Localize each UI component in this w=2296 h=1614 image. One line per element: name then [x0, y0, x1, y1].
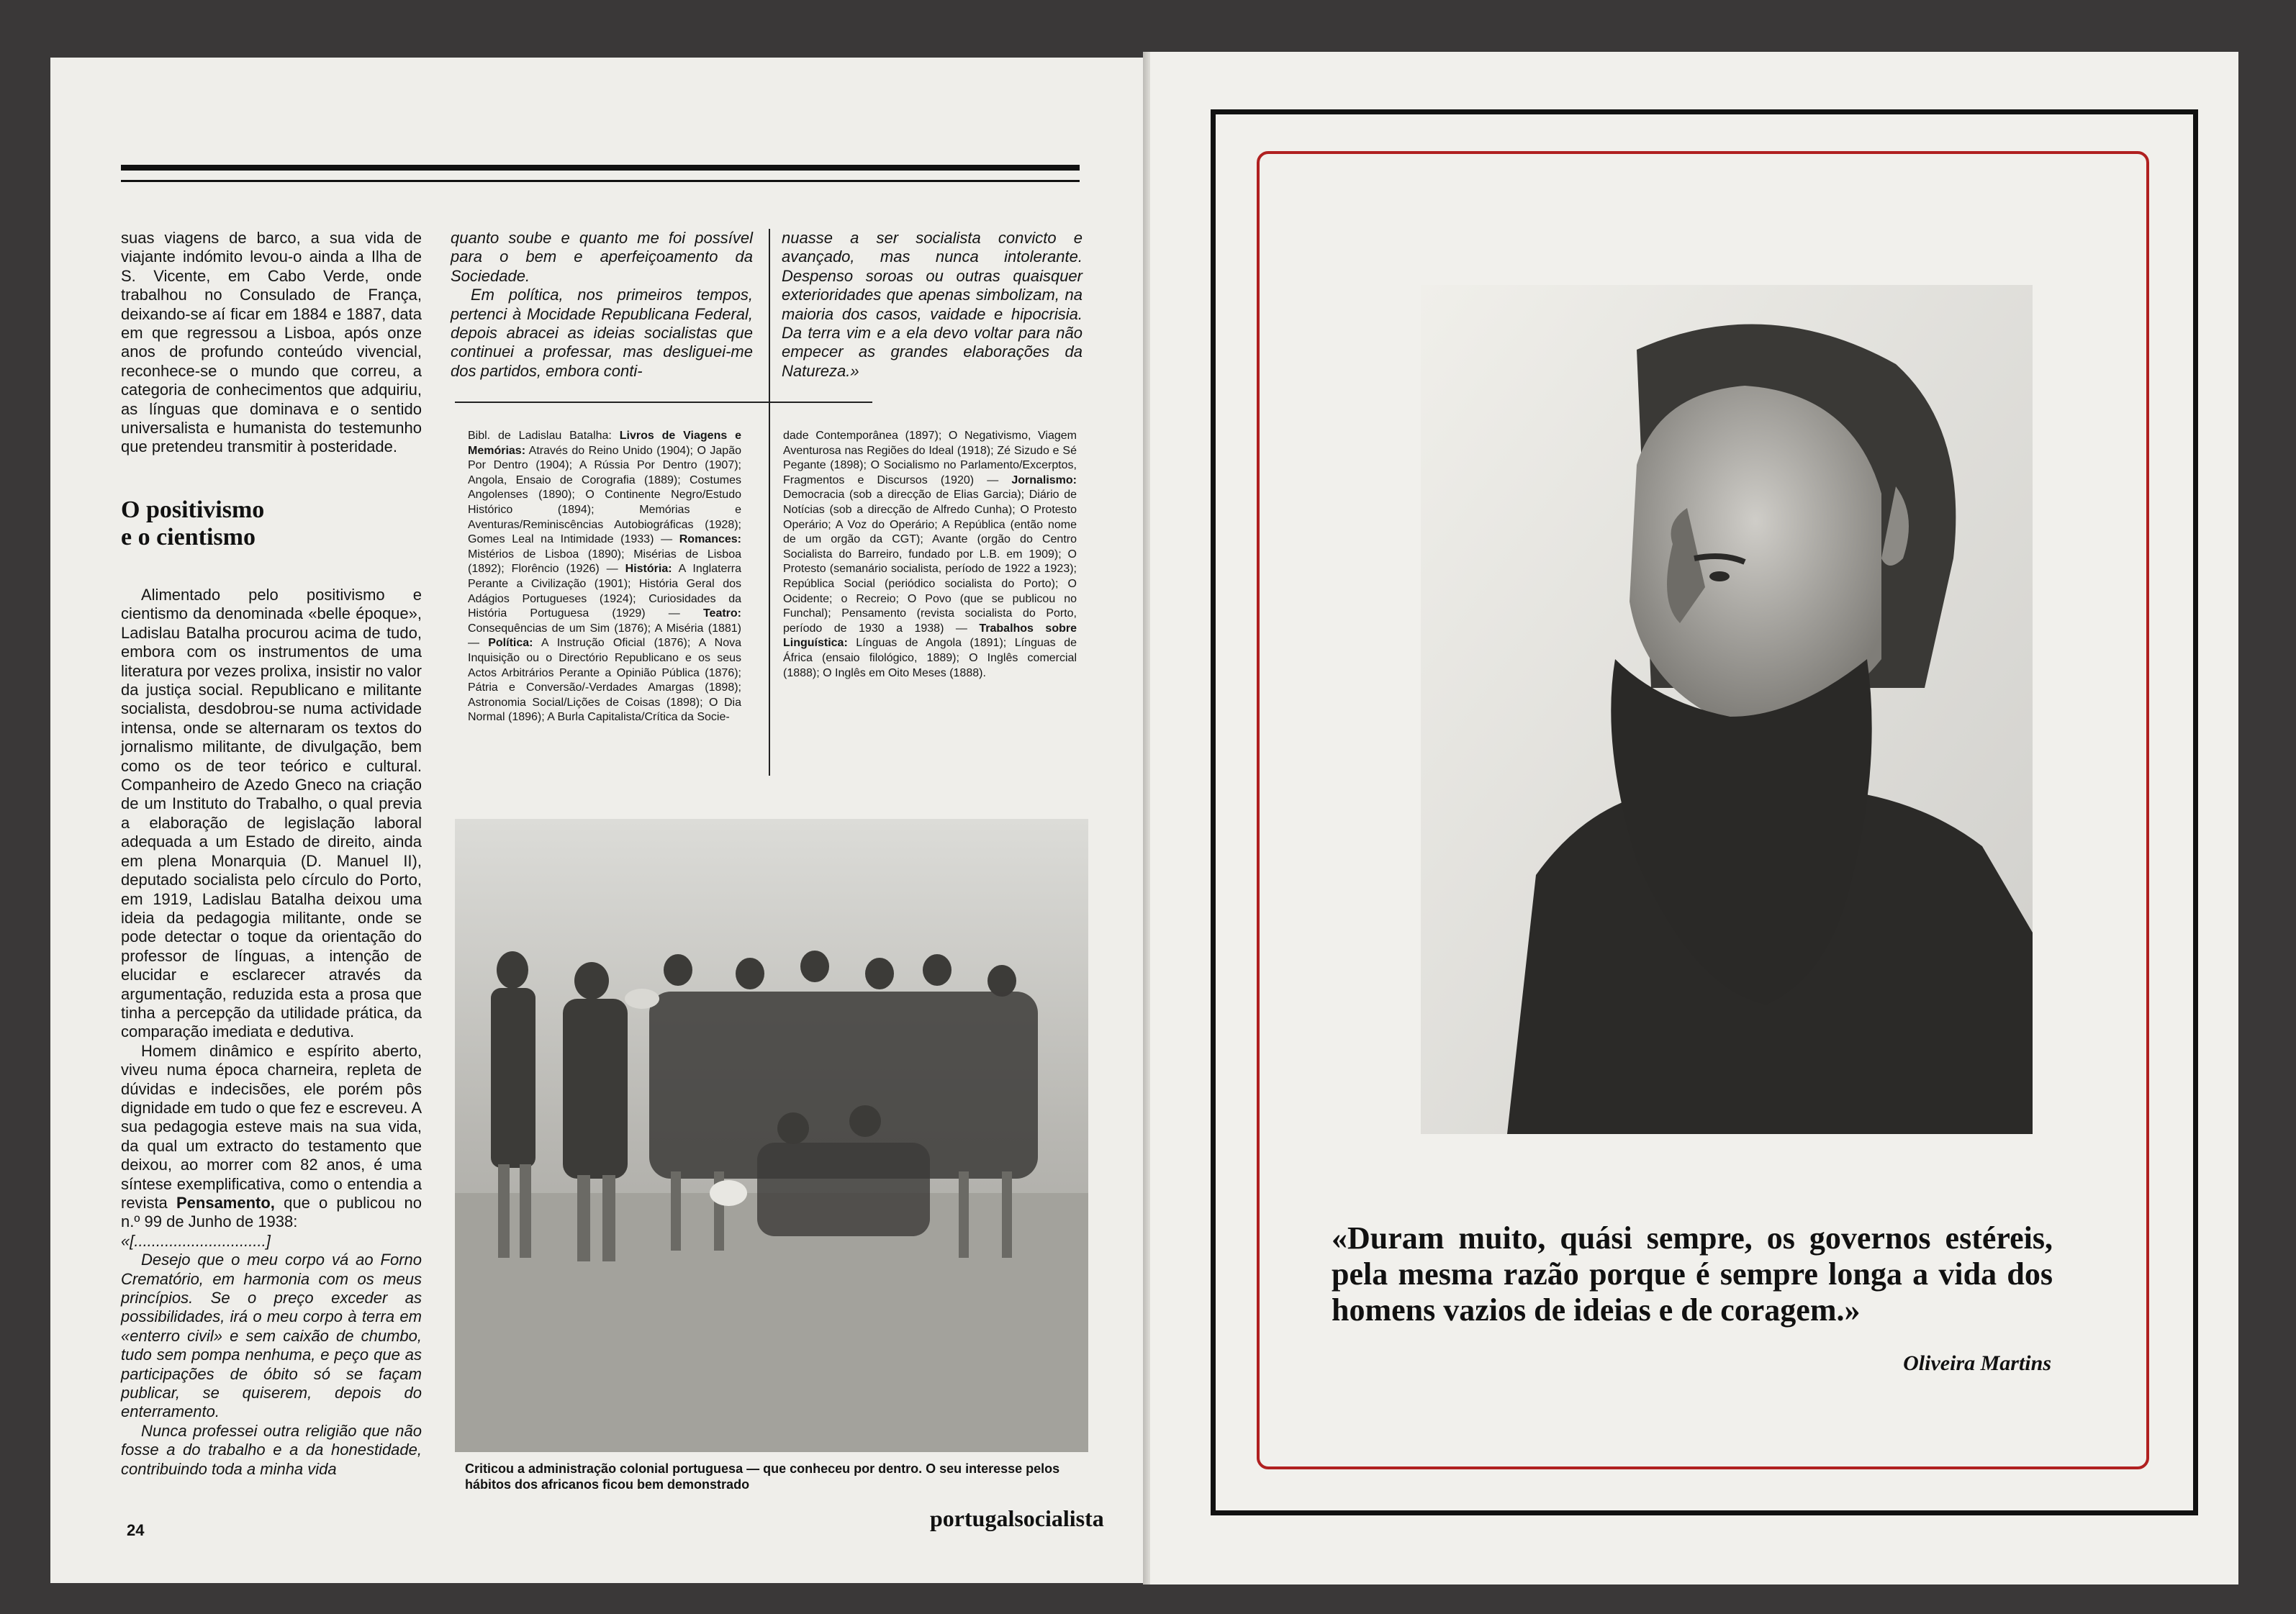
- bibliography-text: A Inglaterra Perante a Civilização (1901); História Geral dos Adágios Portugueses (1924); Curiosidades da História Portuguesa (1929) —: [468, 563, 742, 620]
- column-divider: [769, 229, 770, 776]
- bibliography-category: Romances:: [679, 533, 741, 546]
- bibliography-category: História:: [625, 563, 672, 576]
- top-rule-thin: [121, 180, 1080, 182]
- testament-quote-2: Nunca professei outra religião que não fosse a do trabalho e a da honestidade, contribuindo toda a minha vida: [121, 1421, 422, 1478]
- column-2-para-1: quanto soube e quanto me foi possível para o bem e aperfeiçoamento da Sociedade.: [451, 229, 753, 285]
- testament-quote-1: Desejo que o meu corpo vá ao Forno Crematório, em harmonia com os meus princípios. Se o preço exceder as possibilidades, irá o meu corpo à terra em «enterro civil» e sem caixão de chumbo, tudo sem pompa nenhuma, e peço que as participações de óbito só se façam publicar, se quiserem, depois do enterramento.: [121, 1251, 422, 1421]
- body-paragraph-1: Alimentado pelo positivismo e cientismo da denominada «belle époque», Ladislau Batalha procurou acima de tudo, embora com os instrumentos de uma literatura por vezes prolixa, insistir no valor da justiça social. Republicano e militante socialista, desdobrou-se numa actividade intensa, onde se alternaram os textos do jornalismo militante, de divulgação, bem como os de teor teórico e cultural. Companheiro de Azedo Gneco na criação de um Instituto do Trabalho, o qual previa a elaboração de legislação laboral adequada a um Estado de direito, ainda em plena Monarquia (D. Manuel II), deputado socialista pelo círculo do Porto, em 1919, Ladislau Batalha deixou uma ideia da pedagogia militante, onde se pode detectar o toque da orientação do professor de línguas, a intenção de elucidar e esclarecer através da argumentação, reduzida esta a prosa que tinha a percepção da utilidade prática, da comparação imediata e dedutiva.: [121, 586, 422, 1041]
- heading-line-2: e o cientismo: [121, 524, 256, 550]
- quote-author: Oliveira Martins: [1903, 1351, 2051, 1375]
- historical-photo: [455, 819, 1088, 1452]
- bibliography-text: Bibl. de Ladislau Batalha:: [468, 430, 620, 442]
- bibliography-text: dade Contemporânea (1897); O Negativismo, Viagem Aventurosa nas Regiões do Ideal (1918); Zé Sizudo e Sé Pegante (1898); O Socialismo no Parlamento/Excerptos, Fragmentos e Discursos (1920) —: [783, 430, 1077, 486]
- bibliography-left: [468, 429, 741, 725]
- section-heading: [121, 497, 423, 551]
- bibliography-text: Mistérios de Lisboa (1890); Misérias de Lisboa (1892); Florêncio (1926) —: [468, 548, 741, 576]
- bibliography-category: Trabalhos sobre Linguística:: [783, 622, 1077, 650]
- quotation: «Duram muito, quási sempre, os governos estéreis, pela mesma razão porque é sempre longa a vida dos homens vazios de ideias e de coragem.»: [1332, 1220, 2053, 1328]
- bibliography-right: [783, 429, 1077, 681]
- photo-caption: Criticou a administração colonial portuguesa — que conheceu por dentro. O seu interesse pelos hábitos dos africanos ficou bem demonstrado: [465, 1461, 1060, 1492]
- heading-line-1: O positivismo: [121, 497, 265, 523]
- bibliography-text: Consequências de um Sim (1876); A Miséria (1881) —: [468, 622, 741, 650]
- column-1-intro: [121, 229, 422, 457]
- bibliography-rule: [455, 402, 872, 403]
- column-1-body: [121, 586, 422, 1479]
- bibliography-text: A Instrução Oficial (1876); A Nova Inquisição ou o Directório Republicano e os seus Actos Arbitrários Perante a Opinião Pública (1876); Pátria e Conversão/-Verdades Amargas (1898); Astronomia Social/Lições de Coisas (1898); O Dia Normal (1896); A Burla Capitalista/Crítica da Socie-: [468, 637, 741, 724]
- body-paragraph-2: [121, 1042, 422, 1232]
- bibliography-text: Através do Reino Unido (1904); O Japão Por Dentro (1904); A Rússia Por Dentro (1907); Angola, Ensaio de Corografia (1889); Costumes Angolenses (1890); O Continente Negro/Estudo Histórico (1894); Memórias e Aventuras/Reminiscências Autobiográficas (1928); Gomes Leal na Intimidade (1933) —: [468, 444, 741, 546]
- bibliography-category: Jornalismo:: [1011, 473, 1077, 486]
- bibliography-category: Teatro:: [702, 607, 741, 620]
- intro-paragraph: suas viagens de barco, a sua vida de viajante indómito levou-o ainda a Ilha de S. Vicente, em Cabo Verde, onde trabalhou no Consulado de França, deixando-se aí ficar em 1884 e 1887, data em que regressou a Lisboa, após onze anos de profundo conteúdo vivencial, reconhece-se o mundo que correu, a categoria de conhecimentos que adquiriu, as línguas que dominava e o sentido universalista e humanista do testemunho que pretendeu transmitir à posteridade.: [121, 229, 422, 456]
- column-3-para: nuasse a ser socialista convicto e avançado, mas nunca intolerante. Despenso soroas ou outras quaisquer exterioridades que apenas simbolizam, na maioria dos casos, vaidade e hipocrisia. Da terra vim e a ela devo voltar para não empecer as grandes elaborações da Natureza.»: [782, 229, 1083, 380]
- page-number: 24: [127, 1521, 145, 1539]
- top-rule-thick: [121, 165, 1080, 171]
- portrait-photo: [1421, 285, 2033, 1134]
- bibliography-text: Democracia (sob a direcção de Elias Garcia); Diário de Notícias (sob a direcção de Alfredo Cunha); O Protesto Operário; A Voz do Operário; A República (então nome de um orgão da CGT); Avante (orgão do Centro Socialista do Barreiro, fundado por L.B. em 1909); O Protesto (semanário socialista, período de 1922 a 1923); República Social (periódico socialista do Porto); O Ocidente; o Recreio; O Povo (que se publicou no Funchal); Pensamento (revista socialista do Porto, período de 1930 a 1938) —: [783, 489, 1077, 635]
- para2-bold: Pensamento,: [176, 1194, 275, 1212]
- column-2-para-2: Em política, nos primeiros tempos, pertenci à Mocidade Republicana Federal, depois abracei as ideias socialistas que continuei a professar, mas desliguei-me dos partidos, embora conti-: [451, 286, 753, 380]
- bibliography-category: Livros de Viagens e Memórias:: [468, 430, 742, 457]
- column-3-text: [782, 229, 1083, 381]
- para2-end: que o publicou no n.º 99 de Junho de 1938:: [121, 1194, 422, 1231]
- column-2-text: [451, 229, 753, 381]
- masthead-logo: portugalsocialista: [930, 1505, 1104, 1531]
- ellipsis-line: «[..............................]: [121, 1231, 271, 1250]
- bibliography-text: Línguas de Angola (1891); Línguas de África (ensaio filológico, 1889); O Inglês comercial (1888); O Inglês em Oito Meses (1888).: [783, 637, 1077, 679]
- bibliography-category: Política:: [488, 637, 533, 650]
- group-photo-image: [455, 819, 1088, 1452]
- para2-text: Homem dinâmico e espírito aberto, viveu numa época charneira, repleta de dúvidas e indecisões, ele porém pôs dignidade em tudo o que fez e escreveu. A sua pedagogia esteve mais na sua vida, da qual um extracto do testamento que deixou, ao morrer com 82 anos, é uma síntese exemplificativa, como o entendia a revista: [121, 1041, 422, 1212]
